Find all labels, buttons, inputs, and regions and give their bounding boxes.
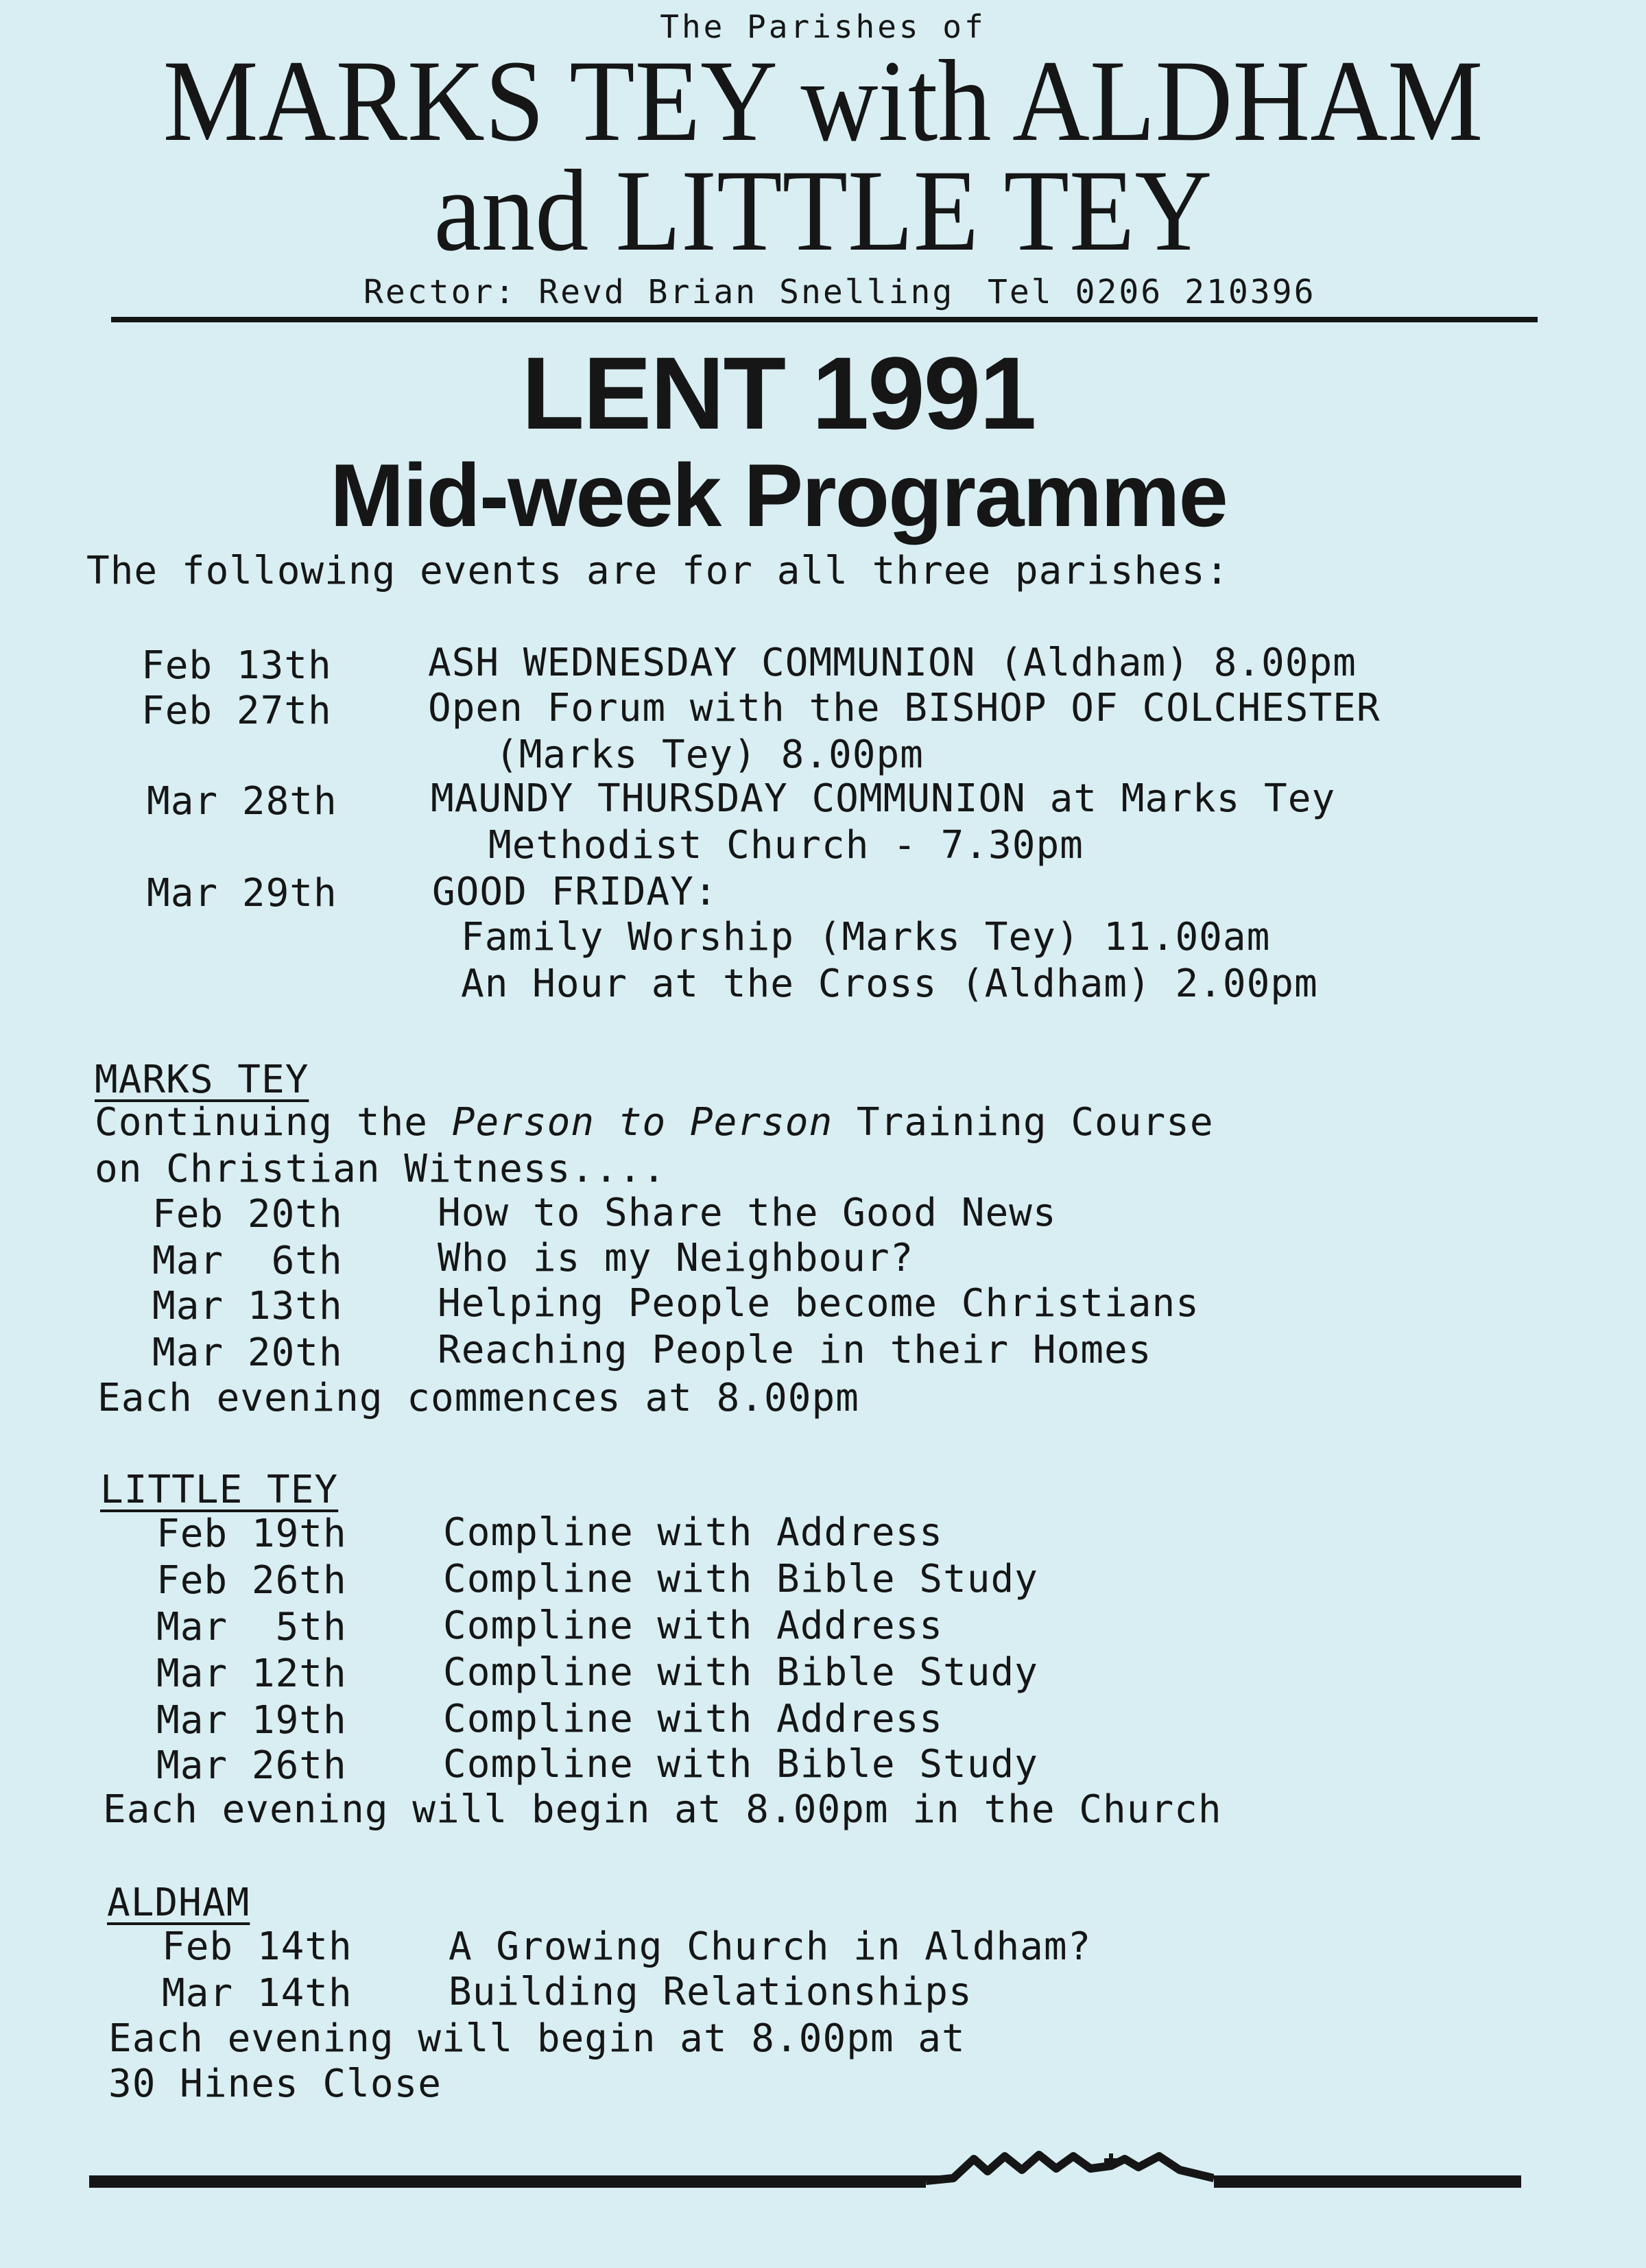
marks-tey-intro-line-2: on Christian Witness.... [95,1147,667,1191]
event-date: Feb 26th [156,1558,347,1603]
rector-telephone: Tel 0206 210396 [988,273,1316,311]
event-date: Feb 14th [162,1924,353,1969]
event-title: MAUNDY THURSDAY COMMUNION at Marks Tey [431,776,1336,821]
event-detail: Family Worship (Marks Tey) 11.00am [461,915,1271,959]
event-date: Mar 14th [162,1971,353,2016]
event-date: Mar 5th [156,1605,347,1649]
event-date: Mar 29th [147,871,337,916]
course-name: Person to Person [451,1100,833,1145]
event-title: Helping People become Christians [438,1281,1200,1326]
parish-title-line-1: MARKS TEY with ALDHAM [163,36,1483,165]
aldham-footer-line-2: 30 Hines Close [108,2062,442,2106]
event-date: Feb 19th [156,1512,347,1556]
little-tey-footer: Each evening will begin at 8.00pm in the Church [103,1787,1222,1832]
event-title: Compline with Bible Study [443,1557,1038,1601]
all-parishes-intro: The following events are for all three parishes: [86,549,1230,593]
intro-text: Continuing the [95,1100,452,1145]
event-title: Compline with Bible Study [443,1742,1038,1787]
event-detail: Methodist Church - 7.30pm [488,823,1084,868]
event-title: Who is my Neighbour? [438,1236,914,1280]
event-date: Feb 20th [152,1192,343,1237]
little-tey-heading: LITTLE TEY [100,1468,339,1512]
event-title: GOOD FRIDAY: [432,870,718,914]
footer-divider [89,2175,1521,2188]
marks-tey-footer: Each evening commences at 8.00pm [97,1376,859,1420]
event-title: How to Share the Good News [438,1191,1057,1235]
event-detail: (Marks Tey) 8.00pm [495,732,924,777]
event-date: Feb 27th [141,689,332,733]
event-date: Mar 13th [152,1284,343,1328]
rector-name: Rector: Revd Brian Snelling [363,273,955,311]
event-title: Building Relationships [449,1970,973,2014]
event-title: Compline with Address [443,1510,944,1555]
event-title: A Growing Church in Aldham? [449,1924,1092,1969]
marks-tey-heading: MARKS TEY [95,1058,309,1102]
event-date: Mar 26th [156,1743,347,1788]
event-detail: An Hour at the Cross (Aldham) 2.00pm [461,962,1318,1006]
event-title: Compline with Address [443,1697,944,1741]
header-divider [111,317,1538,322]
event-date: Mar 28th [147,779,337,824]
parish-title-line-2: and LITTLE TEY [433,146,1213,275]
midweek-programme-heading: Mid-week Programme [330,445,1227,545]
event-date: Mar 20th [152,1330,343,1375]
intro-text: Training Course [833,1100,1214,1145]
event-title: Reaching People in their Homes [438,1328,1152,1372]
event-date: Mar 6th [152,1239,343,1283]
parishes-of-label: The Parishes of [660,8,986,45]
event-title: Compline with Bible Study [443,1650,1038,1695]
event-date: Feb 13th [141,643,332,688]
aldham-footer-line-1: Each evening will begin at 8.00pm at [108,2016,966,2061]
event-date: Mar 12th [156,1651,347,1696]
event-title: Compline with Address [443,1603,944,1648]
event-title: ASH WEDNESDAY COMMUNION (Aldham) 8.00pm [428,641,1357,685]
event-title: Open Forum with the BISHOP OF COLCHESTER [428,686,1381,730]
marks-tey-intro [95,1100,1214,1145]
aldham-heading: ALDHAM [107,1881,250,1925]
squiggle-ornament [926,2138,1214,2193]
event-date: Mar 19th [156,1698,347,1743]
lent-year-heading: LENT 1991 [521,335,1036,451]
